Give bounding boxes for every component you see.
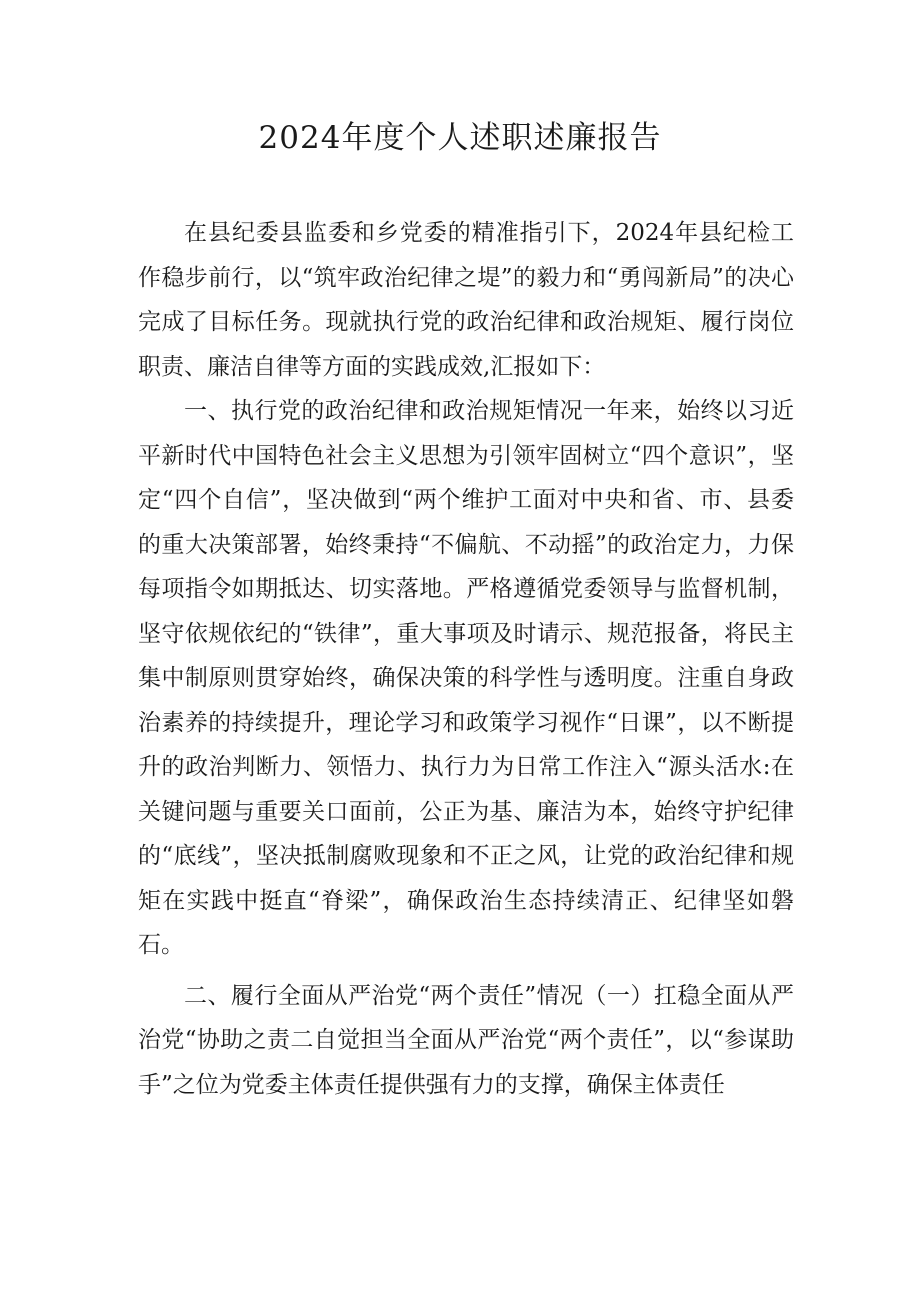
document-body <box>138 211 794 1107</box>
paragraph-section-2: 二、履行全面从严治党“两个责任”情况（一）扛稳全面从严治党“协助之责二自觉担当全面从严治党“两个责任”，以“参谋助手”之位为党委主体责任提供强有力的支撑，确保主体责任 <box>138 982 794 1098</box>
document-title: 2024年度个人述职述廉报告 <box>258 120 662 156</box>
paragraph-intro: 在县纪委县监委和乡党委的精准指引下，2024年县纪检工作稳步前行，以“筑牢政治纪律之堤”的毅力和“勇闯新局”的决心完成了目标任务。现就执行党的政治纪律和政治规矩、履行岗位职责、廉洁自律等方面的实践成效,汇报如下： <box>138 220 794 380</box>
paragraph-section-1: 一、执行党的政治纪律和政治规矩情况一年来，始终以习近平新时代中国特色社会主义思想为引领牢固树立“四个意识”，坚定“四个自信”，坚决做到“两个维护工面对中央和省、市、县委的重大决策部署，始终秉持“不偏航、不动摇”的政治定力，力保每项指令如期抵达、切实落地。严格遵循党委领导与监督机制，坚守依规依纪的“铁律”，重大事项及时请示、规范报备，将民主集中制原则贯穿始终，确保决策的科学性与透明度。注重自身政治素养的持续提升，理论学习和政策学习视作“日课”，以不断提升的政治判断力、领悟力、执行力为日常工作注入“源头活水:在关键问题与重要关口面前，公正为基、廉洁为本，始终守护纪律的“底线”，坚决抵制腐败现象和不正之风，让党的政治纪律和规矩在实践中挺直“脊梁”，确保政治生态持续清正、纪律坚如磐石。 <box>138 398 794 958</box>
